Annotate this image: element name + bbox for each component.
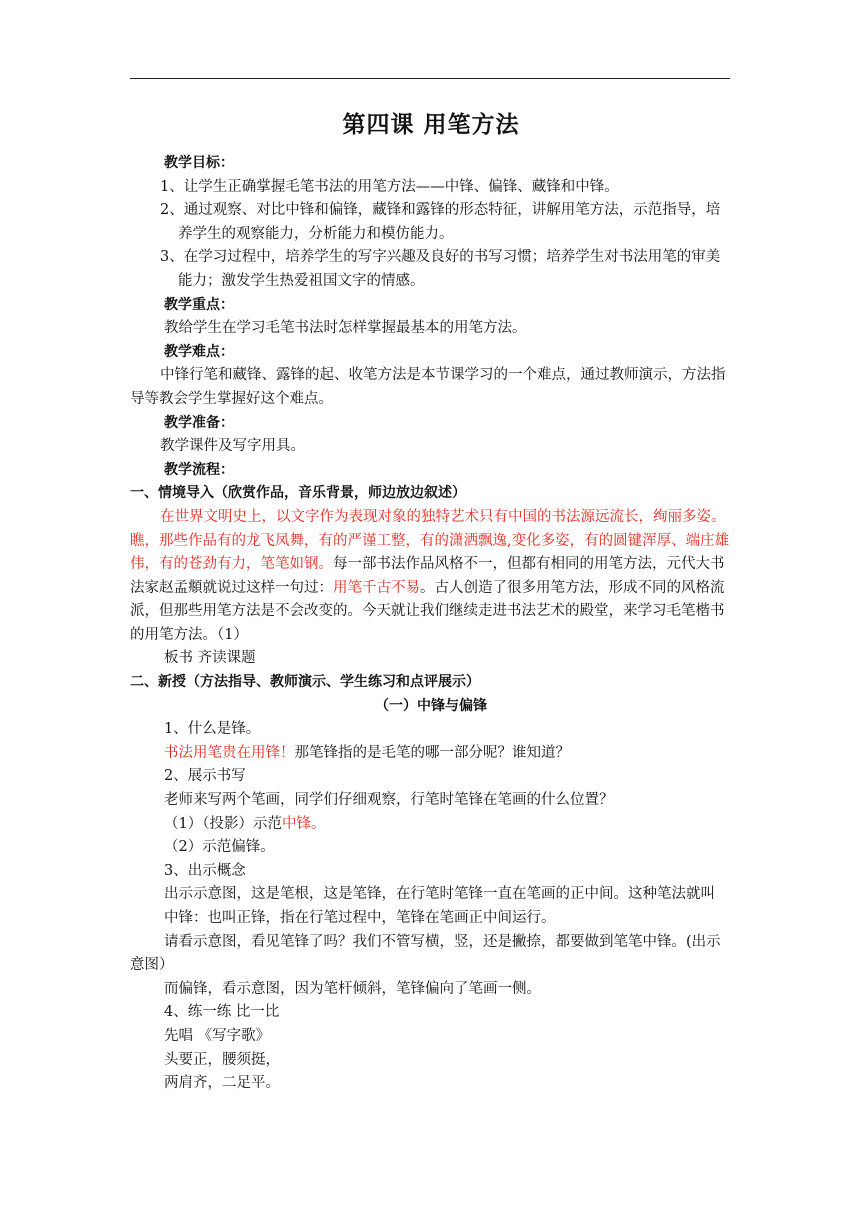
song-line-1: 头要正，腰须挺， bbox=[164, 1051, 280, 1068]
intro-red-quote: 用笔千古不易 bbox=[333, 579, 420, 596]
center-tip-definition: 中锋：也叫正锋，指在行笔过程中，笔锋在笔画正中间运行。 bbox=[164, 910, 556, 926]
demo-1-red: 中锋。 bbox=[281, 815, 326, 832]
demo-2: （2）示范偏锋。 bbox=[164, 839, 275, 856]
question-1-detail bbox=[130, 742, 732, 766]
section2-subheading: （一）中锋与偏锋 bbox=[375, 697, 487, 714]
section2-heading: 二、新授（方法指导、教师演示、学生练习和点评展示） bbox=[130, 674, 480, 691]
intro-end-text: 。古人创造了很多用笔方法，形成不同的风格流派，但那些用笔方法是不会改变的。今天就让我们继续走进书法艺术的殿堂，来学习毛笔楷书的用笔方法。（1） bbox=[130, 579, 725, 643]
song-line-2: 两肩齐，二足平。 bbox=[164, 1075, 280, 1092]
side-tip-definition: 而偏锋，看示意图，因为笔杆倾斜，笔锋偏向了笔画一侧。 bbox=[164, 980, 541, 997]
goal-item-1: 1、让学生正确掌握毛笔书法的用笔方法——中锋、偏锋、藏锋和中锋。 bbox=[160, 178, 619, 195]
song-title: 先唱 《写字歌》 bbox=[164, 1027, 271, 1044]
section1-intro-paragraph bbox=[130, 506, 732, 648]
difficulty-text: 中锋行笔和藏锋、露锋的起、收笔方法是本节课学习的一个难点，通过教师演示，方法指导等教会学生掌握好这个难点。 bbox=[130, 367, 726, 407]
board-note: 板书 齐读课题 bbox=[164, 650, 256, 667]
document-body bbox=[130, 108, 732, 1096]
question-1: 1、什么是锋。 bbox=[164, 721, 261, 738]
question-3: 3、出示概念 bbox=[164, 862, 246, 879]
goal-item-3: 3、在学习过程中，培养学生的写字兴趣及良好的书写习惯；培养学生对书法用笔的审美能力；激发学生热爱祖国文字的情感。 bbox=[160, 249, 721, 289]
difficulty-heading: 教学难点： bbox=[164, 343, 234, 360]
goals-heading: 教学目标： bbox=[164, 155, 234, 171]
intro-red-text: 在世界文明史上，以文字作为表现对象的独特艺术只有中国的书法源远流长，绚丽多姿。瞧，那些作品有的龙飞凤舞，有的严谨工整，有的潇洒飘逸,变化多姿，有的圆键浑厚、端庄雄伟，有的苍劲有力，笔笔如钢。 bbox=[130, 508, 730, 573]
center-tip-note: 请看示意图，看见笔锋了吗？我们不管写横，竖，还是撇捺，都要做到笔笔中锋。(出示意图） bbox=[130, 933, 721, 974]
question-4: 4、练一练 比一比 bbox=[164, 1004, 280, 1021]
key-point-text: 教给学生在学习毛笔书法时怎样掌握最基本的用笔方法。 bbox=[164, 320, 527, 337]
intro-mid-text: 每一部书法作品风格不一，但都有相同的用笔方法，元代大书法家赵孟頫就说过这样一句过： bbox=[130, 556, 725, 596]
page-title: 第四课 用笔方法 bbox=[342, 112, 520, 138]
question-1-red: 书法用笔贵在用锋！ bbox=[164, 744, 295, 761]
header-rule bbox=[130, 78, 730, 79]
question-1-text: 那笔锋指的是毛笔的哪一部分呢？谁知道？ bbox=[294, 744, 570, 761]
preparation-heading: 教学准备： bbox=[164, 414, 234, 431]
goal-item-2: 2、通过观察、对比中锋和偏锋，藏锋和露锋的形态特征，讲解用笔方法，示范指导，培养学生的观察能力，分析能力和模仿能力。 bbox=[160, 202, 721, 242]
section1-heading: 一、情境导入（欣赏作品，音乐背景，师边放边叙述） bbox=[130, 485, 466, 502]
question-2-text: 老师来写两个笔画，同学们仔细观察，行笔时笔锋在笔画的什么位置？ bbox=[164, 792, 614, 809]
question-3-text: 出示示意图，这是笔根，这是笔锋，在行笔时笔锋一直在笔画的正中间。这种笔法就叫 bbox=[164, 886, 715, 903]
process-heading: 教学流程： bbox=[164, 461, 234, 478]
key-point-heading: 教学重点： bbox=[164, 296, 234, 313]
preparation-text: 教学课件及写字用具。 bbox=[160, 438, 305, 455]
demo-1-text: （1）（投影）示范 bbox=[164, 815, 282, 832]
question-2: 2、展示书写 bbox=[164, 768, 246, 785]
demo-1 bbox=[130, 813, 732, 837]
